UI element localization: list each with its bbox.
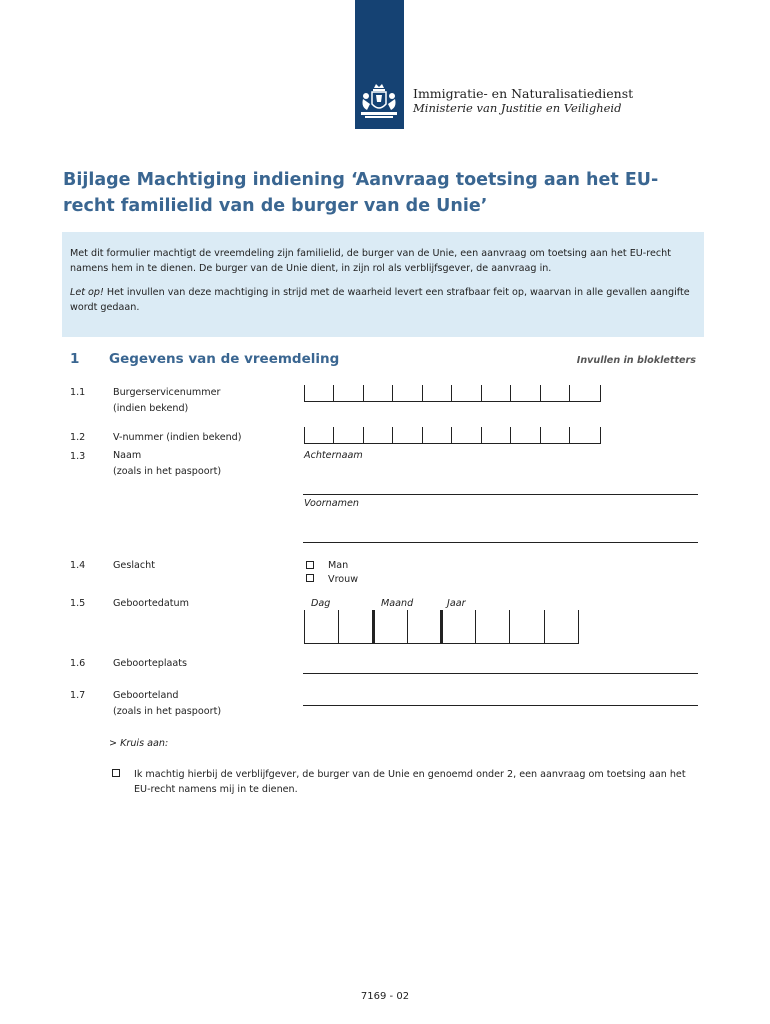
field-label: V-nummer (indien bekend)	[113, 432, 242, 443]
field-label-country	[113, 688, 221, 720]
intro-paragraph: Met dit formulier machtigt de vreemdeling zijn familielid, de burger van de Unie, een aanvraag om toetsing aan het EU-recht namens hem in te dienen. De burger van de Unie dient, in zijn rol als verblijfsgever, de aanvraag in.	[70, 248, 671, 274]
field-label-note: (zoals in het paspoort)	[113, 706, 222, 717]
check-instruction: > Kruis aan:	[109, 738, 169, 749]
agency-name-block	[413, 86, 633, 115]
bsn-digit-boxes[interactable]	[304, 386, 601, 402]
warning-text: Het invullen van deze machtiging in strijd met de waarheid levert een strafbaar feit op, waarvan in alle gevallen aangifte wordt gedaan.	[70, 287, 690, 313]
first-names-caption: Voornamen	[304, 498, 359, 509]
surname-caption: Achternaam	[304, 450, 363, 461]
field-label: Burgerservicenummer	[113, 387, 221, 398]
male-checkbox[interactable]	[306, 561, 314, 569]
section-title: Gegevens van de vreemdeling	[109, 351, 340, 367]
field-number: 1.6	[70, 658, 86, 669]
ministry-name: Ministerie van Justitie en Veiligheid	[413, 101, 622, 115]
female-checkbox[interactable]	[306, 574, 314, 582]
field-number: 1.4	[70, 560, 86, 571]
field-label-name	[113, 448, 221, 480]
authorization-text: Ik machtig hierbij de verblijfgever, de burger van de Unie en genoemd onder 2, een aanvraag om toetsing aan het EU-recht namens mij in te dienen.	[134, 769, 686, 795]
month-caption: Maand	[381, 598, 414, 609]
field-label-bsn	[113, 385, 220, 417]
first-names-input-line[interactable]	[303, 542, 698, 543]
day-caption: Dag	[311, 598, 331, 609]
field-number: 1.7	[70, 690, 86, 701]
section-note: Invullen in blokletters	[576, 355, 696, 366]
field-label: Geslacht	[113, 560, 155, 571]
form-code: 7169 - 02	[360, 991, 410, 1002]
warning-emphasis: Let op!	[70, 287, 104, 298]
field-label: Naam	[113, 450, 142, 461]
field-number: 1.1	[70, 387, 86, 398]
field-number: 1.2	[70, 432, 86, 443]
v-number-digit-boxes[interactable]	[304, 428, 601, 444]
birthplace-input-line[interactable]	[303, 673, 698, 674]
birth-date-boxes[interactable]	[304, 610, 579, 644]
year-caption: Jaar	[447, 598, 466, 609]
field-label: Geboorteland	[113, 690, 179, 701]
page-title: Bijlage Machtiging indiening ‘Aanvraag toetsing aan het EU-recht familielid van de burger van de Unie’	[63, 170, 659, 216]
section-number: 1	[70, 351, 80, 367]
surname-input-line[interactable]	[303, 494, 698, 495]
field-number: 1.3	[70, 451, 86, 462]
field-label-note: (indien bekend)	[113, 403, 189, 414]
intro-box	[62, 232, 704, 337]
female-option-label: Vrouw	[328, 574, 359, 585]
field-number: 1.5	[70, 598, 86, 609]
field-label: Geboortedatum	[113, 598, 189, 609]
field-label-note: (zoals in het paspoort)	[113, 466, 222, 477]
birth-country-input-line[interactable]	[303, 705, 698, 706]
agency-name: Immigratie- en Naturalisatiedienst	[413, 86, 634, 101]
warning-paragraph	[70, 285, 696, 315]
field-label: Geboorteplaats	[113, 658, 188, 669]
coat-of-arms-logo	[357, 82, 401, 122]
authorization-checkbox[interactable]	[112, 769, 120, 777]
male-option-label: Man	[328, 560, 349, 571]
